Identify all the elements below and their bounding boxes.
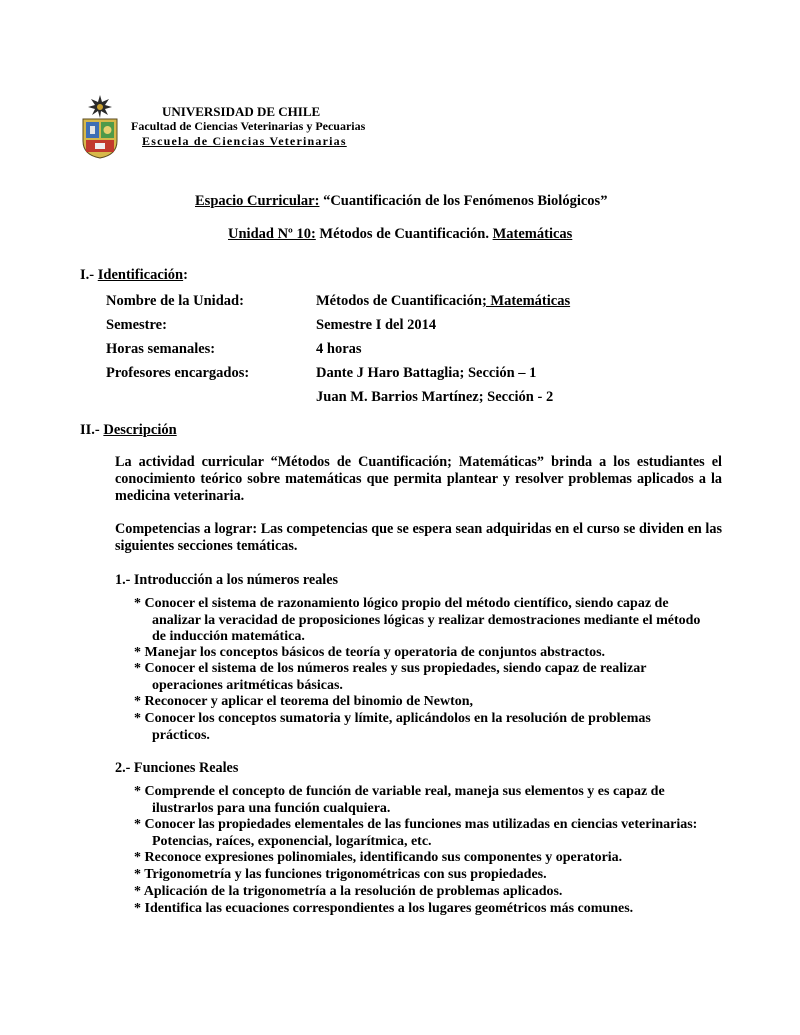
unit-label: Unidad Nº 10: <box>228 226 316 242</box>
row-value-professor-1: Dante J Haro Battaglia; Sección – 1 <box>316 365 537 381</box>
topic-1-item-1-line-3: de inducción matemática. <box>152 629 305 644</box>
unit-name-value-b: ; Matemáticas <box>481 293 571 309</box>
university-name: UNIVERSIDAD DE CHILE <box>162 104 321 119</box>
row-label-professors: Profesores encargados: <box>106 365 250 381</box>
topic-2-item-2-line-2: Potencias, raíces, exponencial, logarítmica, etc. <box>152 833 432 849</box>
section1-colon: : <box>183 267 188 283</box>
topic-1-item-1-line-1: * Conocer el sistema de razonamiento lógico propio del método científico, siendo capaz de <box>134 596 669 611</box>
school-name: Escuela de Ciencias Veterinarias <box>142 134 347 148</box>
curricular-label: Espacio Curricular: <box>195 193 320 209</box>
topic-2-item-1-line-2: ilustrarlos para una función cualquiera. <box>152 800 391 816</box>
section-descripcion-heading <box>80 422 177 439</box>
topic-2-item-4: * Trigonometría y las funciones trigonométricas con sus propiedades. <box>134 867 547 882</box>
topic-1-item-3 <box>134 661 722 694</box>
topic-1-item-2: * Manejar los conceptos básicos de teoría y operatoria de conjuntos abstractos. <box>134 645 606 660</box>
unit-value-a: Métodos de Cuantificación. <box>315 226 489 242</box>
topic-2-title: 2.- Funciones Reales <box>115 760 239 776</box>
row-value-professor-2: Juan M. Barrios Martínez; Sección - 2 <box>316 389 554 405</box>
curricular-value: “Cuantificación de los Fenómenos Biológicos” <box>323 193 608 209</box>
section1-number: I.- <box>80 267 95 283</box>
topic-1-item-1 <box>134 596 722 646</box>
topic-1-item-5-line-2: prácticos. <box>152 727 210 743</box>
section2-title: Descripción <box>103 422 177 438</box>
row-label-semester: Semestre: <box>106 317 167 333</box>
topic-1-item-3-line-2: operaciones aritméticas básicas. <box>152 677 343 693</box>
description-paragraph-1: La actividad curricular “Métodos de Cuantificación; Matemáticas” brinda a los estudiantes el conocimiento teórico sobre matemáticas que permita plantear y resolver problemas aplicados a la medicina veterinaria. <box>115 454 722 504</box>
topic-2-item-5: * Aplicación de la trigonometría a la resolución de problemas aplicados. <box>134 884 563 899</box>
topic-1-item-5-line-1: * Conocer los conceptos sumatoria y límite, aplicándolos en la resolución de problemas <box>134 711 651 726</box>
topic-2-item-1-line-1: * Comprende el concepto de función de variable real, maneja sus elementos y es capaz de <box>134 784 665 799</box>
section2-number: II.- <box>80 422 100 438</box>
topic-2-item-1 <box>134 784 722 817</box>
topic-2-item-2-line-1: * Conocer las propiedades elementales de las funciones mas utilizadas en ciencias veterinarias: <box>134 817 698 832</box>
topic-2-item-6: * Identifica las ecuaciones correspondientes a los lugares geométricos más comunes. <box>134 901 634 916</box>
row-value-hours: 4 horas <box>316 341 362 357</box>
row-label-hours: Horas semanales: <box>106 341 216 357</box>
row-value-unit-name <box>316 293 570 310</box>
unit-value-b: Matemáticas <box>492 226 573 242</box>
topic-1-item-5 <box>134 711 722 744</box>
topic-1-item-1-line-2: analizar la veracidad de proposiciones lógicas y realizar demostraciones mediante el método <box>152 612 701 628</box>
university-crest-logo <box>80 93 120 159</box>
row-value-semester: Semestre I del 2014 <box>316 317 437 333</box>
topic-1-item-3-line-1: * Conocer el sistema de los números reales y sus propiedades, siendo capaz de realizar <box>134 661 647 676</box>
topic-2-item-2 <box>134 817 722 850</box>
topic-1-item-4: * Reconocer y aplicar el teorema del binomio de Newton, <box>134 694 474 709</box>
section1-title: Identificación <box>97 267 184 283</box>
description-paragraph-2: Competencias a lograr: Las competencias que se espera sean adquiridas en el curso se dividen en las siguientes secciones temáticas. <box>115 521 722 554</box>
faculty-name: Facultad de Ciencias Veterinarias y Pecuarias <box>131 119 366 133</box>
section-identificacion-heading <box>80 267 188 284</box>
unit-name-value-a: Métodos de Cuantificación <box>316 293 482 309</box>
unit-title <box>228 226 572 243</box>
row-label-unit-name: Nombre de la Unidad: <box>106 293 244 309</box>
topic-2-item-3: * Reconoce expresiones polinomiales, identificando sus componentes y operatoria. <box>134 850 623 865</box>
topic-1-title: 1.- Introducción a los números reales <box>115 572 339 588</box>
curricular-title <box>195 193 607 210</box>
